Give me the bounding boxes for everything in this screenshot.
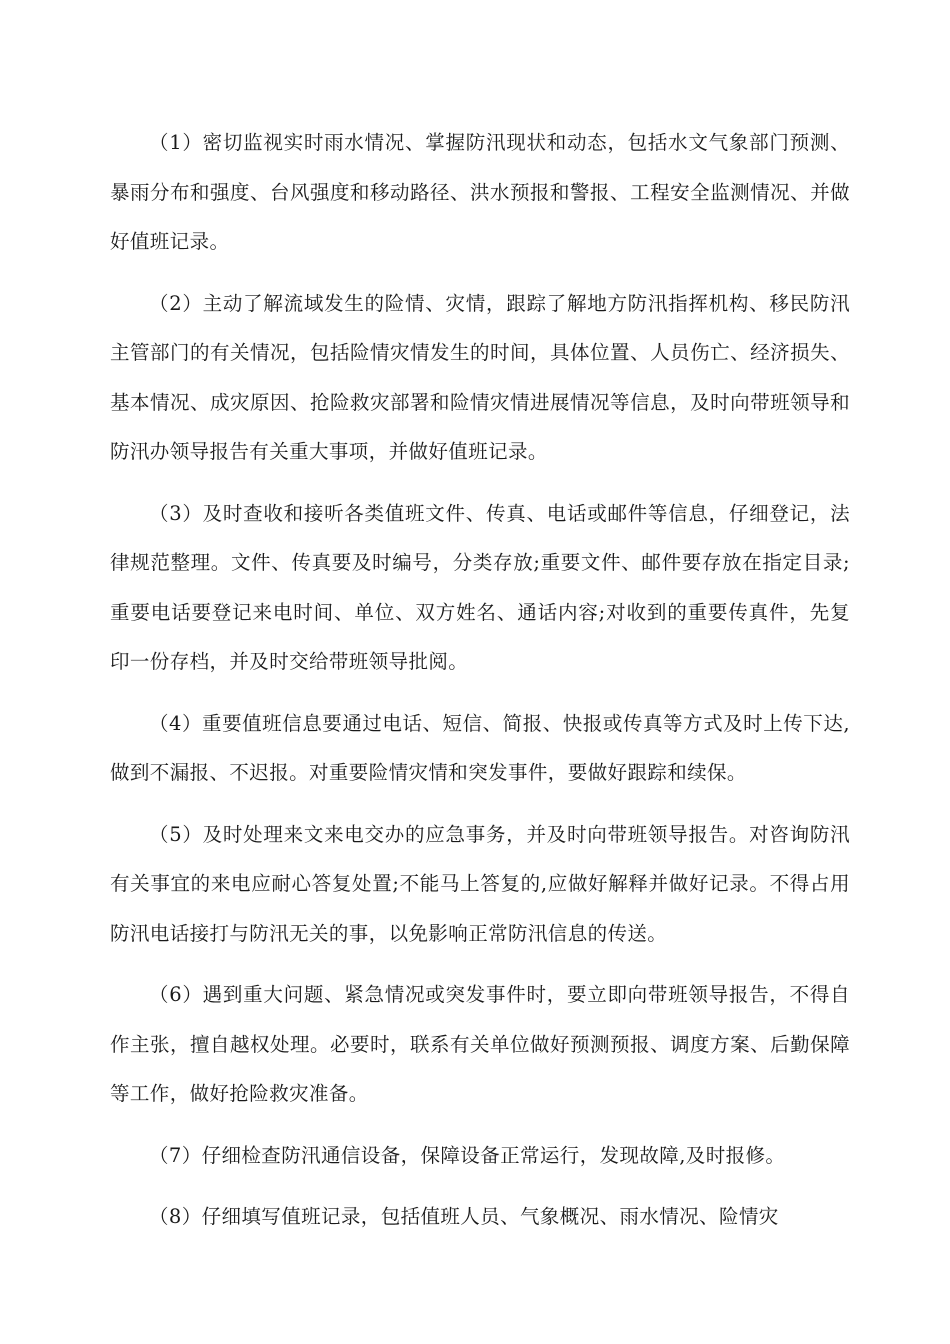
paragraph-7: （7）仔细检查防汛通信设备，保障设备正常运行，发现故障,及时报修。 [149, 1143, 786, 1167]
paragraph-4: （4）重要值班信息要通过电话、短信、简报、快报或传真等方式及时上传下达,做到不漏报、不迟报。对重要险情灾情和突发事件，要做好跟踪和续保。 [110, 711, 850, 784]
paragraph-5: （5）及时处理来文来电交办的应急事务，并及时向带班领导报告。对咨询防汛有关事宜的来电应耐心答复处置;不能马上答复的,应做好解释并做好记录。不得占用防汛电话接打与防汛无关的事，以免影响正常防汛信息的传送。 [110, 822, 850, 945]
paragraph-1: （1）密切监视实时雨水情况、掌握防汛现状和动态，包括水文气象部门预测、暴雨分布和强度、台风强度和移动路径、洪水预报和警报、工程安全监测情况、并做好值班记录。 [110, 131, 850, 253]
paragraph-8: （8）仔细填写值班记录，包括值班人员、气象概况、雨水情况、险情灾 [149, 1205, 779, 1228]
document-body [110, 118, 850, 1254]
paragraph-2: （2）主动了解流域发生的险情、灾情，跟踪了解地方防汛指挥机构、移民防汛主管部门的有关情况，包括险情灾情发生的时间，具体位置、人员伤亡、经济损失、基本情况、成灾原因、抢险救灾部署和险情灾情进展情况等信息，及时向带班领导和防汛办领导报告有关重大事项，并做好值班记录。 [110, 291, 850, 463]
paragraph-3: （3）及时查收和接听各类值班文件、传真、电话或邮件等信息，仔细登记，法律规范整理。文件、传真要及时编号，分类存放;重要文件、邮件要存放在指定目录;重要电话要登记来电时间、单位、双方姓名、通话内容;对收到的重要传真件，先复印一份存档，并及时交给带班领导批阅。 [110, 501, 850, 673]
paragraph-6: （6）遇到重大问题、紧急情况或突发事件时，要立即向带班领导报告，不得自作主张，擅自越权处理。必要时，联系有关单位做好预测预报、调度方案、后勤保障等工作，做好抢险救灾准备。 [110, 983, 850, 1105]
